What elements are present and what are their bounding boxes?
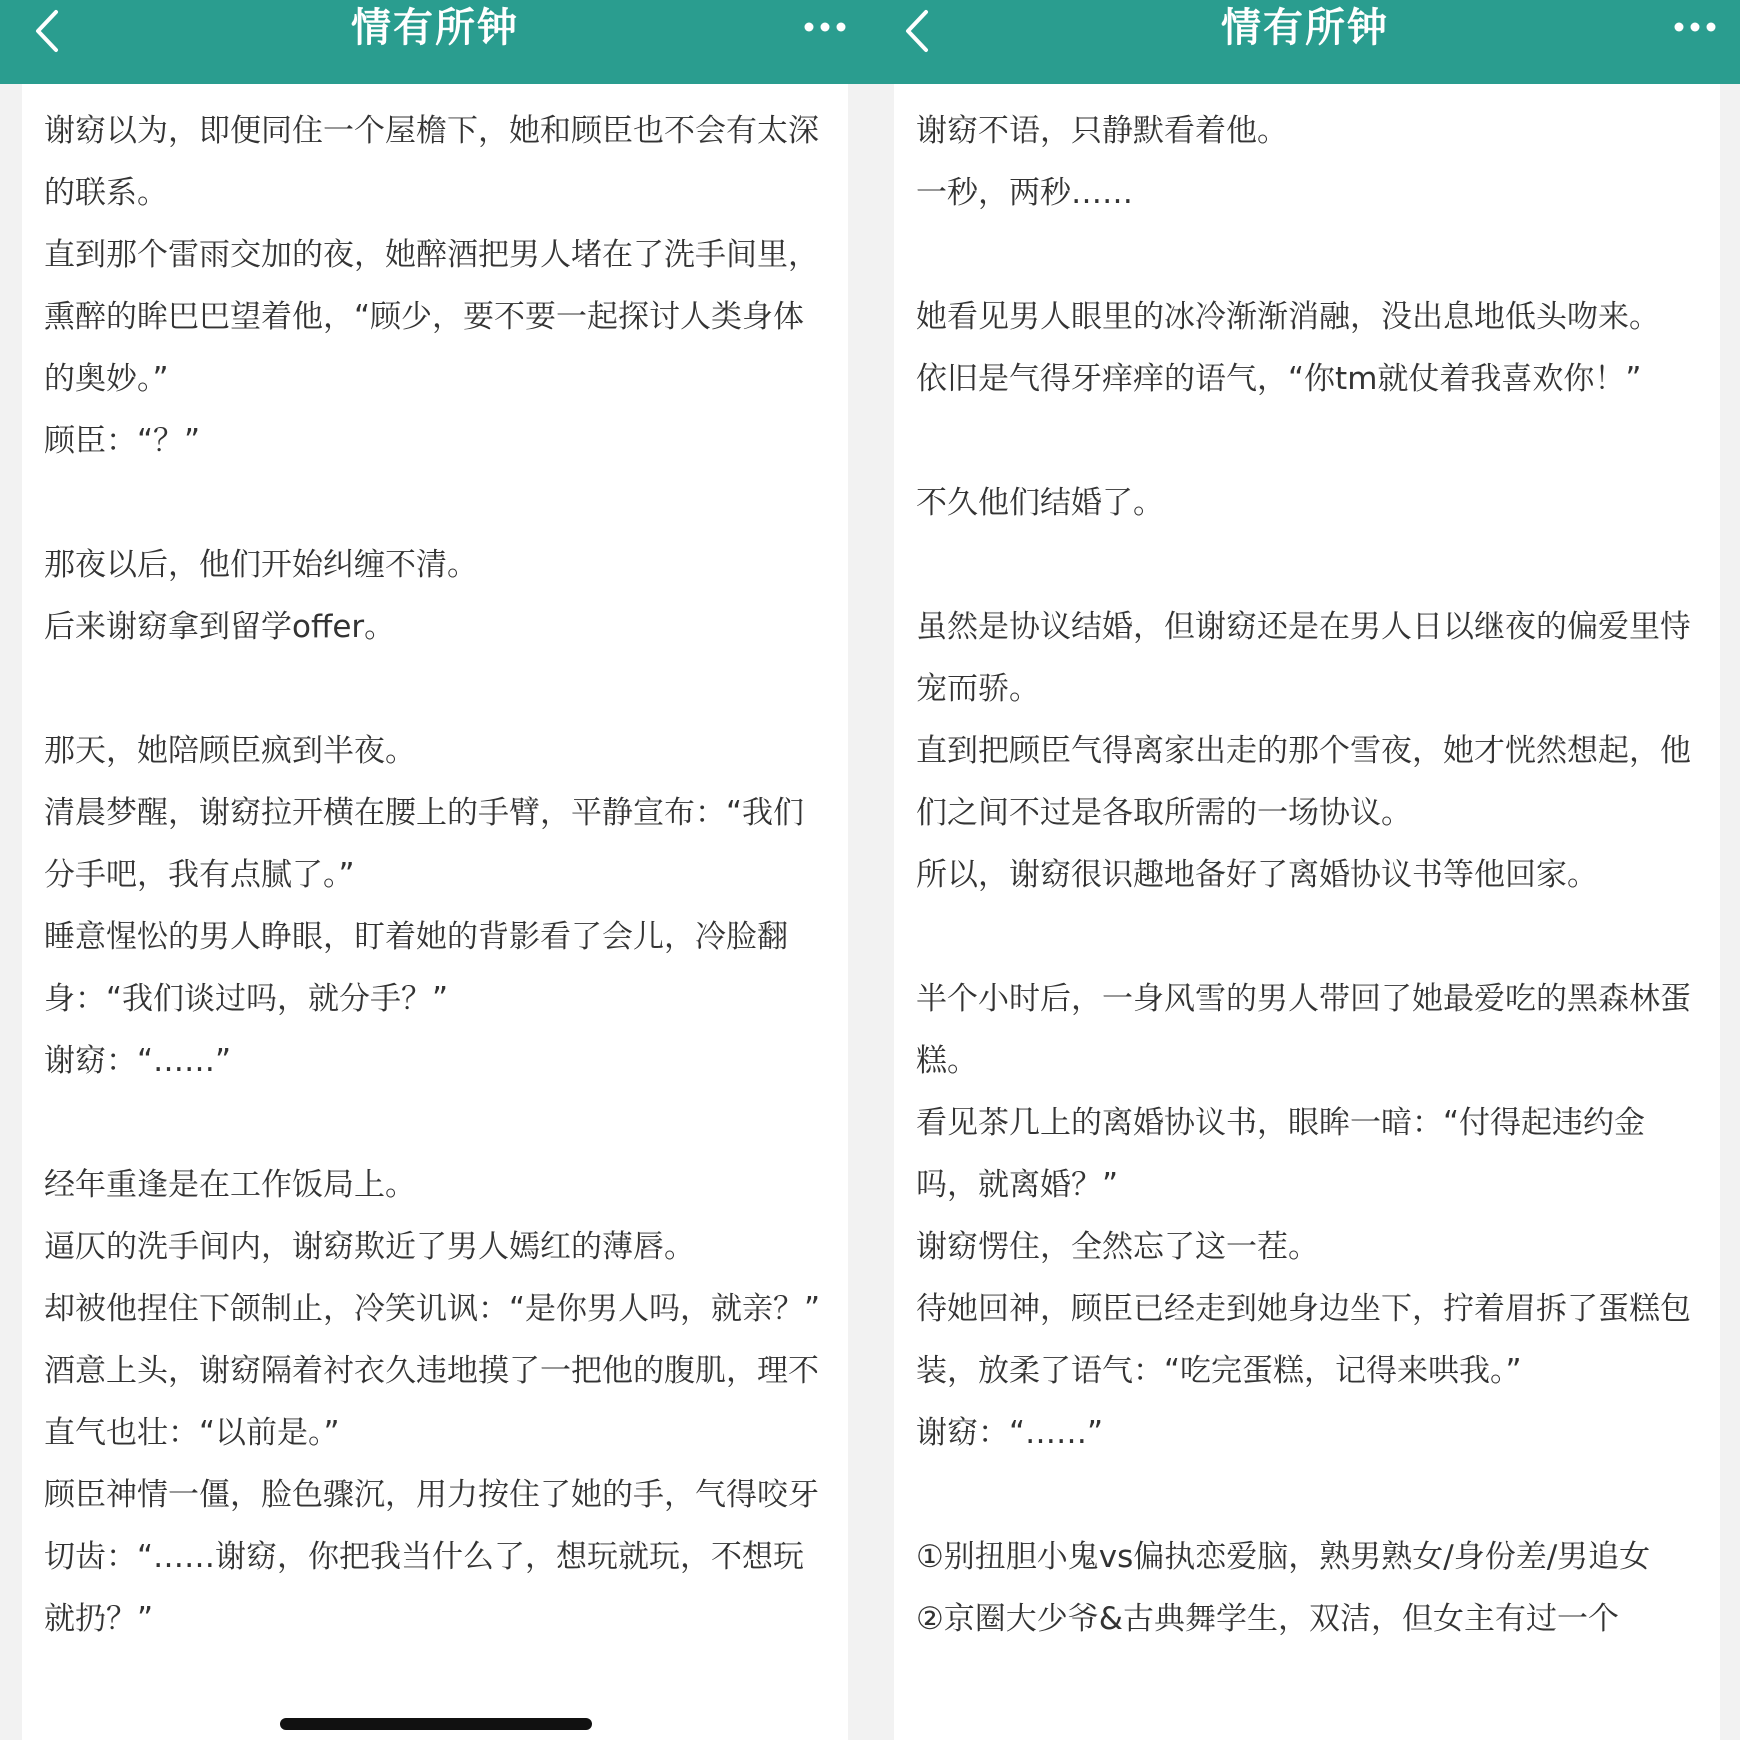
paragraph: 不久他们结婚了。	[916, 485, 1164, 521]
paragraph: 经年重逢是在工作饭局上。	[44, 1167, 416, 1203]
paragraph: 谢窈愣住，全然忘了这一茬。	[916, 1229, 1319, 1265]
paragraph-spacer	[44, 658, 832, 720]
paragraph: 依旧是气得牙痒痒的语气，“你tm就仗着我喜欢你！”	[916, 361, 1642, 397]
paragraph: 谢窈以为，即便同住一个屋檐下，她和顾臣也不会有太深的联系。	[44, 113, 819, 211]
paragraph-spacer	[916, 224, 1704, 286]
paragraph: 她看见男人眼里的冰冷渐渐消融，没出息地低头吻来。	[916, 299, 1660, 335]
top-nav-bar	[0, 0, 870, 84]
paragraph: 顾臣：“？”	[44, 423, 201, 459]
page-title: 情有所钟	[351, 5, 519, 51]
paragraph: 酒意上头，谢窈隔着衬衣久违地摸了一把他的腹肌，理不直气也壮：“以前是。”	[44, 1353, 819, 1451]
home-indicator[interactable]	[280, 1718, 592, 1730]
more-dots-icon	[800, 12, 850, 42]
right-phone-screen	[870, 0, 1740, 1740]
paragraph: ①别扭胆小鬼vs偏执恋爱脑，熟男熟女/身份差/男追女	[916, 1539, 1651, 1575]
paragraph: 所以，谢窈很识趣地备好了离婚协议书等他回家。	[916, 857, 1598, 893]
article-content	[44, 100, 832, 1650]
paragraph: 看见茶几上的离婚协议书，眼眸一暗：“付得起违约金吗，就离婚？”	[916, 1105, 1646, 1203]
more-dots-icon	[1670, 12, 1720, 42]
article-card	[22, 84, 848, 1740]
paragraph-spacer	[916, 906, 1704, 968]
paragraph-spacer	[44, 1092, 832, 1154]
paragraph: 待她回神，顾臣已经走到她身边坐下，拧着眉拆了蛋糕包装，放柔了语气：“吃完蛋糕，记得来哄我。”	[916, 1291, 1691, 1389]
paragraph: 逼仄的洗手间内，谢窈欺近了男人嫣红的薄唇。	[44, 1229, 695, 1265]
paragraph: 顾臣神情一僵，脸色骤沉，用力按住了她的手，气得咬牙切齿：“……谢窈，你把我当什么了，想玩就玩，不想玩就扔？”	[44, 1477, 819, 1637]
paragraph: 却被他捏住下颌制止，冷笑讥讽：“是你男人吗，就亲？”	[44, 1291, 821, 1327]
page-title: 情有所钟	[1221, 5, 1389, 51]
paragraph: 后来谢窈拿到留学offer。	[44, 609, 396, 645]
paragraph: 半个小时后，一身风雪的男人带回了她最爱吃的黑森林蛋糕。	[916, 981, 1691, 1079]
article-card	[894, 84, 1720, 1740]
paragraph: 虽然是协议结婚，但谢窈还是在男人日以继夜的偏爱里恃宠而骄。	[916, 609, 1691, 707]
paragraph: ②京圈大少爷&古典舞学生，双洁，但女主有过一个	[916, 1601, 1619, 1637]
paragraph: 那天，她陪顾臣疯到半夜。	[44, 733, 416, 769]
paragraph: 那夜以后，他们开始纠缠不清。	[44, 547, 478, 583]
more-button[interactable]	[1670, 12, 1720, 42]
paragraph-spacer	[44, 472, 832, 534]
more-button[interactable]	[800, 12, 850, 42]
paragraph-spacer	[916, 410, 1704, 472]
paragraph: 睡意惺忪的男人睁眼，盯着她的背影看了会儿，冷脸翻身：“我们谈过吗，就分手？”	[44, 919, 788, 1017]
article-content	[916, 100, 1704, 1650]
paragraph-spacer	[916, 534, 1704, 596]
paragraph: 谢窈：“……”	[916, 1415, 1104, 1451]
paragraph: 直到把顾臣气得离家出走的那个雪夜，她才恍然想起，他们之间不过是各取所需的一场协议。	[916, 733, 1691, 831]
paragraph-spacer	[916, 1464, 1704, 1526]
paragraph: 清晨梦醒，谢窈拉开横在腰上的手臂，平静宣布：“我们分手吧，我有点腻了。”	[44, 795, 805, 893]
paragraph: 谢窈：“……”	[44, 1043, 232, 1079]
paragraph: 直到那个雷雨交加的夜，她醉酒把男人堵在了洗手间里，熏醉的眸巴巴望着他，“顾少，要不要一起探讨人类身体的奥妙。”	[44, 237, 819, 397]
paragraph: 一秒，两秒……	[916, 175, 1133, 211]
top-nav-bar	[870, 0, 1740, 84]
paragraph: 谢窈不语，只静默看着他。	[916, 113, 1288, 149]
